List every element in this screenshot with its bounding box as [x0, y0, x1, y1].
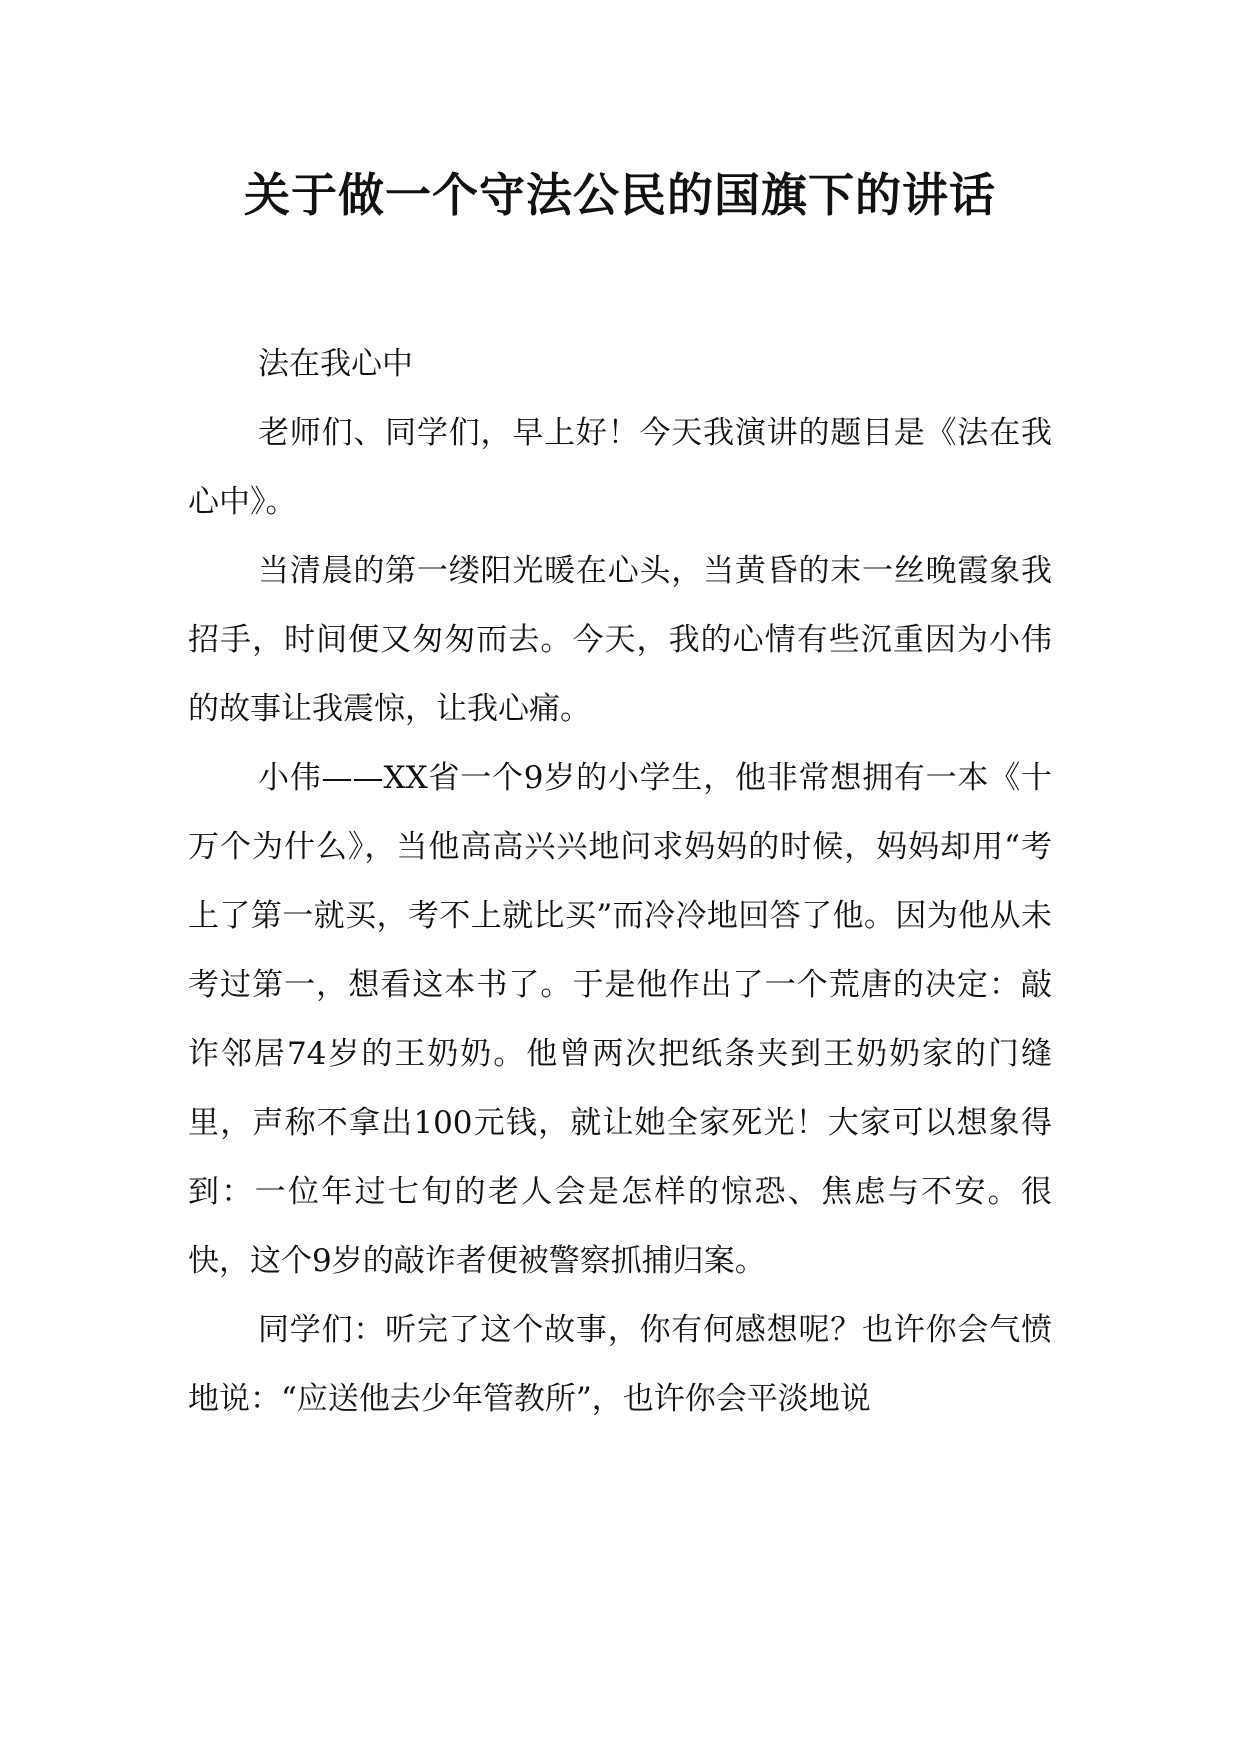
- story-paragraph: 小伟——XX省一个9岁的小学生，他非常想拥有一本《十万个为什么》，当他高高兴兴地问求妈妈的时候，妈妈却用“考上了第一就买，考不上就比买”而冷冷地回答了他。因为他从未考过第一，想看这本书了。于是他作出了一个荒唐的决定：敲诈邻居74岁的王奶奶。他曾两次把纸条夹到王奶奶家的门缝里，声称不拿出100元钱，就让她全家死光！大家可以想象得到：一位年过七旬的老人会是怎样的惊恐、焦虑与不安。很快，这个9岁的敲诈者便被警察抓捕归案。: [188, 760, 1052, 1279]
- intro-paragraph: 当清晨的第一缕阳光暖在心头，当黄昏的末一丝晚霞象我招手，时间便又匆匆而去。今天，我的心情有些沉重因为小伟的故事让我震惊，让我心痛。: [188, 553, 1052, 727]
- document-body: [188, 330, 1052, 1434]
- speech-heading-paragraph: 法在我心中: [258, 346, 413, 382]
- greeting-paragraph: 老师们、同学们，早上好！今天我演讲的题目是《法在我心中》。: [188, 415, 1052, 520]
- reflection-paragraph: 同学们：听完了这个故事，你有何感想呢？也许你会气愤地说：“应送他去少年管教所”，也许你会平淡地说: [188, 1312, 1052, 1417]
- document-title: 关于做一个守法公民的国旗下的讲话: [244, 168, 996, 222]
